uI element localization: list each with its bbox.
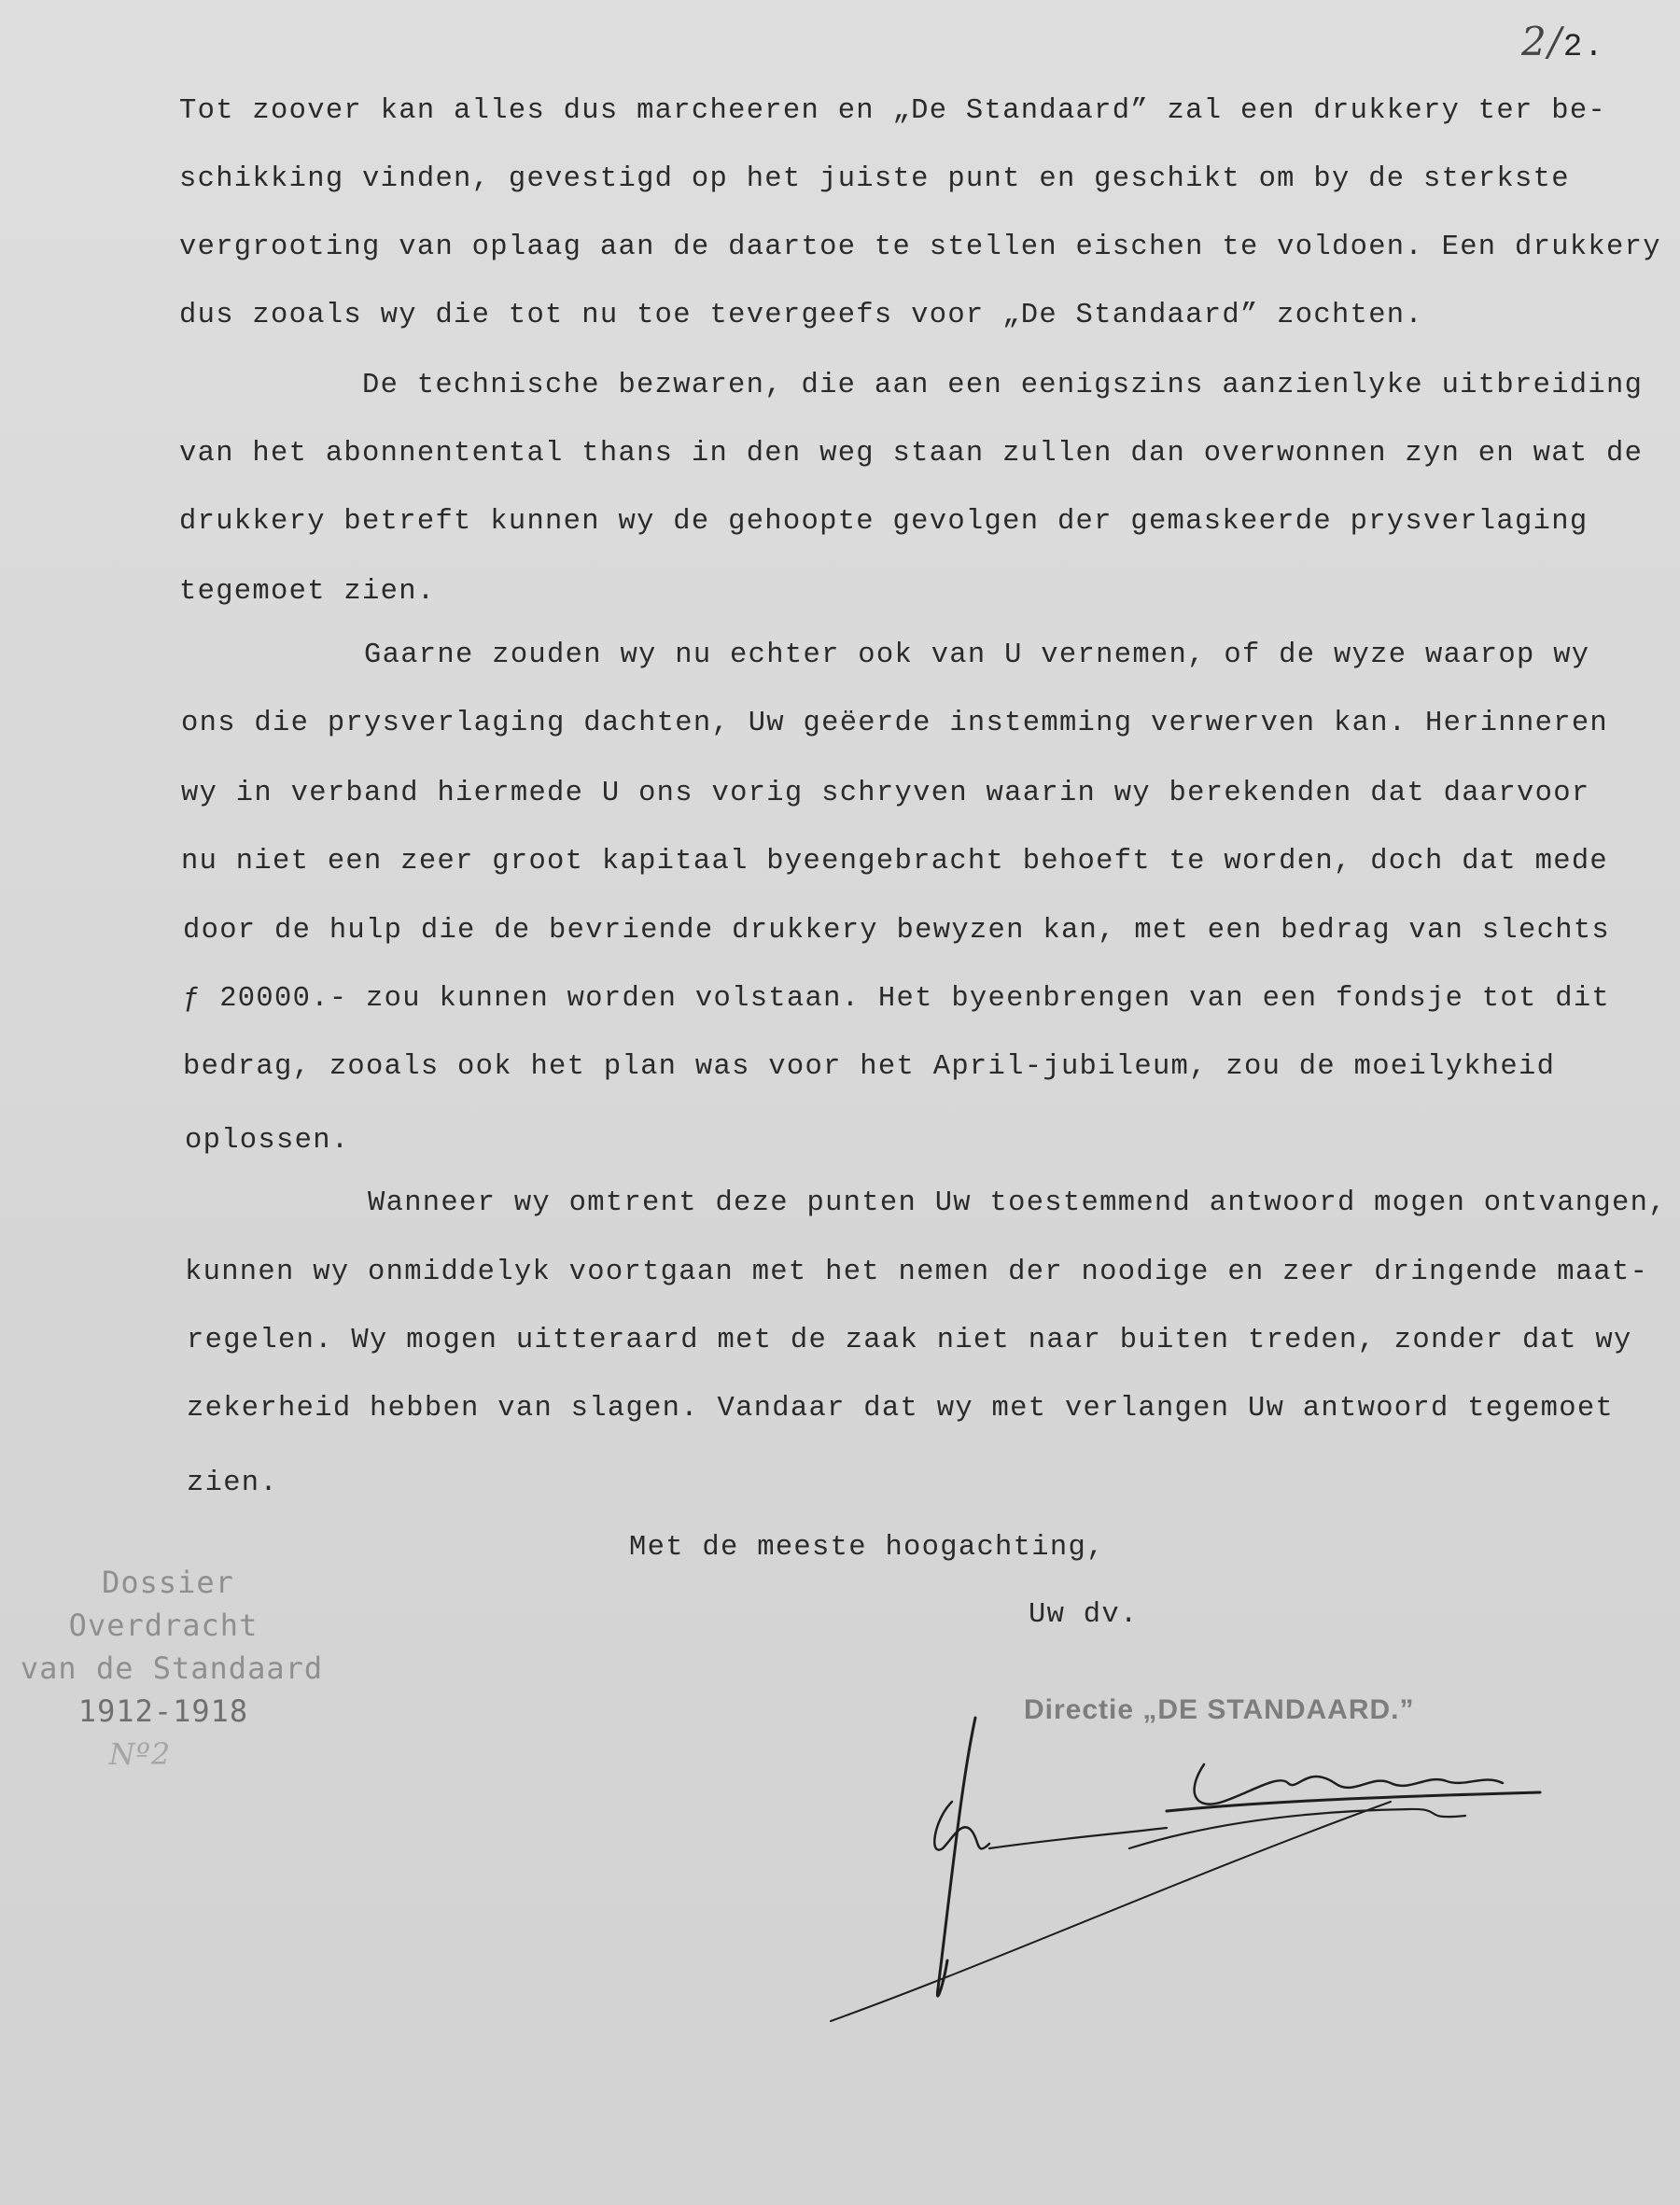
body-line: bedrag, zooals ook het plan was voor het April-jubileum, zou de moeilykheid xyxy=(183,1051,1556,1083)
closing-sub: Uw dv. xyxy=(1029,1599,1139,1631)
body-line: vergrooting van oplaag aan de daartoe te stellen eischen te voldoen. Een drukkery xyxy=(179,232,1661,263)
body-line: drukkery betreft kunnen wy de gehoopte gevolgen der gemaskeerde prysverlaging xyxy=(179,506,1589,538)
body-line: Gaarne zouden wy nu echter ook van U vernemen, of de wyze waarop wy xyxy=(364,639,1590,671)
body-line: wy in verband hiermede U ons vorig schryven waarin wy berekenden dat daarvoor xyxy=(181,778,1590,809)
body-line: schikking vinden, gevestigd op het juiste punt en geschikt om by de sterkste xyxy=(179,163,1570,195)
body-line: nu niet een zeer groot kapitaal byeengebracht behoeft te worden, doch dat mede xyxy=(181,846,1609,878)
body-line: kunnen wy onmiddelyk voortgaan met het nemen der noodige en zeer dringende maat- xyxy=(185,1257,1649,1288)
body-line: tegemoet zien. xyxy=(179,576,436,608)
body-line: ons die prysverlaging dachten, Uw geëerde instemming verwerven kan. Herinneren xyxy=(181,708,1609,739)
page-number xyxy=(1521,19,1605,65)
body-line: zekerheid hebben van slagen. Vandaar dat wy met verlangen Uw antwoord tegemoet xyxy=(187,1393,1615,1425)
body-line: De technische bezwaren, die aan een eenigszins aanzienlyke uitbreiding xyxy=(362,370,1644,401)
body-line: zien. xyxy=(187,1468,279,1499)
body-line: van het abonnentental thans in den weg staan zullen dan overwonnen zyn en wat de xyxy=(179,438,1644,470)
handwritten-signature xyxy=(812,1708,1624,2044)
body-line: Tot zoover kan alles dus marcheeren en „De Standaard” zal een drukkery ter be- xyxy=(179,95,1607,127)
archive-stamp-note: Nº2 xyxy=(108,1736,172,1772)
body-line: dus zooals wy die tot nu toe tevergeefs voor „De Standaard” zochten. xyxy=(179,300,1424,331)
archive-stamp-line: 1912-1918 xyxy=(77,1693,249,1729)
archive-stamp-line: van de Standaard xyxy=(20,1650,324,1686)
archive-stamp xyxy=(0,1565,355,1772)
body-line: oplossen. xyxy=(185,1125,350,1157)
body-line: Wanneer wy omtrent deze punten Uw toestemmend antwoord mogen ontvangen, xyxy=(368,1187,1667,1219)
archive-stamp-line: Overdracht xyxy=(68,1608,259,1643)
closing-salutation: Met de meeste hoogachting, xyxy=(629,1532,1105,1564)
body-line: door de hulp die de bevriende drukkery bewyzen kan, met een bedrag van slechts xyxy=(183,915,1611,947)
directie-stamp: Directie „DE STANDAARD.” xyxy=(1024,1694,1415,1725)
body-line: regelen. Wy mogen uitteraard met de zaak niet naar buiten treden, zonder dat wy xyxy=(187,1325,1632,1356)
page-number-typed: 2. xyxy=(1562,30,1605,65)
page-number-handwritten: 2/ xyxy=(1521,19,1563,64)
body-line: ƒ 20000.- zou kunnen worden volstaan. Het byeenbrengen van een fondsje tot dit xyxy=(183,983,1611,1015)
archive-stamp-line: Dossier xyxy=(102,1565,234,1600)
